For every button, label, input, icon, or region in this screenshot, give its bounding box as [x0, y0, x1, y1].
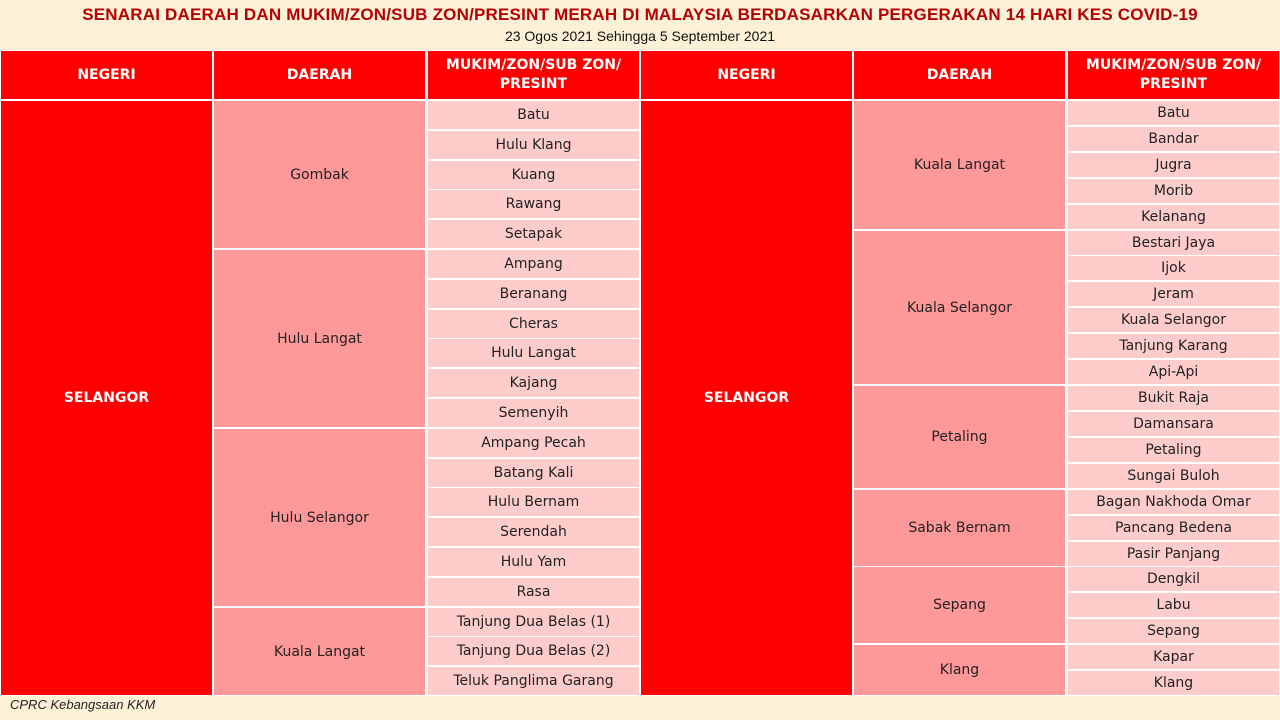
district-cell: Sabak Bernam — [854, 490, 1065, 566]
district-cell: Petaling — [854, 386, 1065, 488]
mukim-cell: Bagan Nakhoda Omar — [1068, 490, 1279, 514]
district-cell: Kuala Langat — [214, 608, 425, 695]
mukim-cell: Tanjung Karang — [1068, 334, 1279, 358]
mukim-cell: Labu — [1068, 593, 1279, 617]
mukim-cell: Sungai Buloh — [1068, 464, 1279, 488]
district-cell: Hulu Selangor — [214, 429, 425, 606]
mukim-cell: Cheras — [428, 310, 639, 338]
mukim-cell: Petaling — [1068, 438, 1279, 462]
mukim-cell: Api-Api — [1068, 360, 1279, 384]
mukim-cell: Batu — [1068, 101, 1279, 125]
page-title: SENARAI DAERAH DAN MUKIM/ZON/SUB ZON/PRESINT MERAH DI MALAYSIA BERDASARKAN PERGERAKAN 14 HARI KES COVID-19 — [82, 5, 1198, 24]
mukim-cell: Klang — [1068, 671, 1279, 695]
mukim-cell: Bestari Jaya — [1068, 231, 1279, 255]
header-negeri: NEGERI — [1, 51, 212, 99]
district-cell: Gombak — [214, 101, 425, 248]
state-cell: SELANGOR — [641, 101, 852, 695]
mukim-cell: Beranang — [428, 280, 639, 308]
mukim-cell: Ampang — [428, 250, 639, 278]
state-cell: SELANGOR — [1, 101, 212, 695]
district-cell: Klang — [854, 645, 1065, 695]
mukim-cell: Jeram — [1068, 282, 1279, 306]
mukim-cell: Serendah — [428, 518, 639, 546]
page-header — [0, 0, 1280, 50]
mukim-cell: Tanjung Dua Belas (2) — [428, 637, 639, 665]
mukim-cell: Jugra — [1068, 153, 1279, 177]
mukim-cell: Kapar — [1068, 645, 1279, 669]
mukim-cell: Semenyih — [428, 399, 639, 427]
mukim-cell: Sepang — [1068, 619, 1279, 643]
mukim-cell: Bukit Raja — [1068, 386, 1279, 410]
mukim-cell: Hulu Yam — [428, 548, 639, 576]
mukim-cell: Kajang — [428, 369, 639, 397]
source-credit: CPRC Kebangsaan KKM — [10, 697, 156, 712]
mukim-cell: Damansara — [1068, 412, 1279, 436]
mukim-cell: Kuang — [428, 161, 639, 189]
header-mukim: MUKIM/ZON/SUB ZON/ PRESINT — [1068, 51, 1279, 99]
mukim-cell: Rawang — [428, 190, 639, 218]
mukim-cell: Batu — [428, 101, 639, 129]
mukim-cell: Kuala Selangor — [1068, 308, 1279, 332]
district-cell: Kuala Langat — [854, 101, 1065, 229]
mukim-cell: Batang Kali — [428, 459, 639, 487]
mukim-cell: Rasa — [428, 578, 639, 606]
mukim-cell: Hulu Bernam — [428, 488, 639, 516]
mukim-cell: Dengkil — [1068, 567, 1279, 591]
header-daerah: DAERAH — [214, 51, 425, 99]
date-range-subtitle: 23 Ogos 2021 Sehingga 5 September 2021 — [504, 28, 776, 44]
mukim-cell: Pasir Panjang — [1068, 542, 1279, 566]
mukim-cell: Hulu Langat — [428, 339, 639, 367]
header-mukim: MUKIM/ZON/SUB ZON/ PRESINT — [428, 51, 639, 99]
district-cell: Kuala Selangor — [854, 231, 1065, 384]
district-cell: Sepang — [854, 567, 1065, 643]
mukim-cell: Bandar — [1068, 127, 1279, 151]
mukim-cell: Ijok — [1068, 256, 1279, 280]
district-cell: Hulu Langat — [214, 250, 425, 427]
mukim-cell: Kelanang — [1068, 205, 1279, 229]
header-daerah: DAERAH — [854, 51, 1065, 99]
mukim-cell: Pancang Bedena — [1068, 516, 1279, 540]
red-zone-table — [0, 50, 1280, 696]
mukim-cell: Morib — [1068, 179, 1279, 203]
mukim-cell: Teluk Panglima Garang — [428, 667, 639, 695]
mukim-cell: Setapak — [428, 220, 639, 248]
header-negeri: NEGERI — [641, 51, 852, 99]
mukim-cell: Hulu Klang — [428, 131, 639, 159]
mukim-cell: Ampang Pecah — [428, 429, 639, 457]
mukim-cell: Tanjung Dua Belas (1) — [428, 608, 639, 636]
